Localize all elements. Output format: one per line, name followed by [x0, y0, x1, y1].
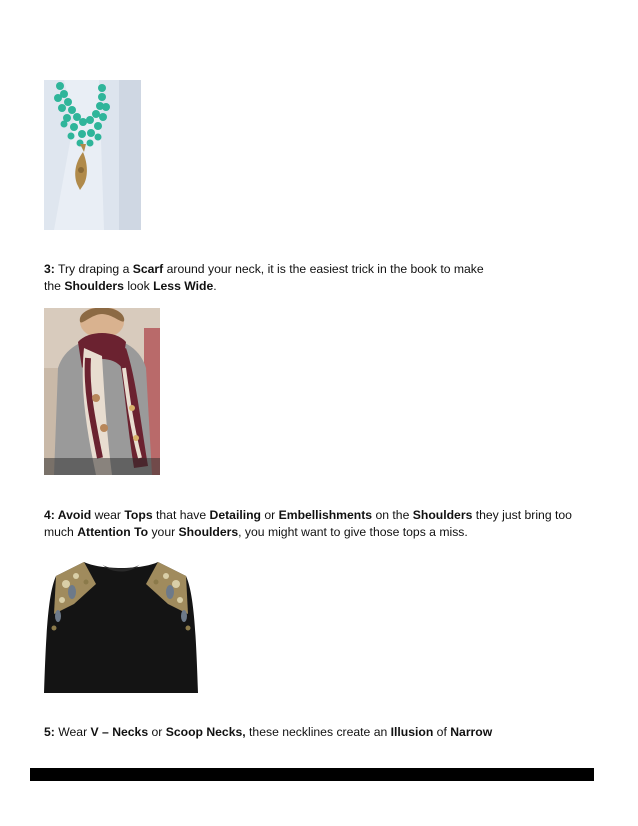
footer-bar	[30, 768, 594, 781]
tip-5-number: 5:	[44, 725, 55, 739]
scarf-keyword: Scarf	[132, 262, 164, 276]
embellished-shoulder-sweater-photo-icon	[44, 554, 198, 693]
scarf-photo	[44, 308, 160, 475]
tip-3-text: 3: Try draping a Scarf around your neck, it is the easiest trick in the book to make the Shoulders look Less Wide.	[44, 262, 484, 293]
tip-4-text: 4: Avoid wear Tops that have Detailing or Embellishments on the Shoulders they just bring too much Attention To your Shoulders, you might want to give those tops a miss.	[44, 508, 572, 539]
tip-5-text: 5: Wear V – Necks or Scoop Necks, these necklines create an Illusion of Narrow	[44, 725, 493, 739]
turquoise-necklace-photo-icon	[44, 80, 141, 230]
tip-3-number: 3:	[44, 262, 55, 276]
tip-4-number: 4:	[44, 508, 55, 522]
paisley-scarf-photo-icon	[44, 308, 160, 475]
necklace-photo	[44, 80, 141, 230]
sweater-photo	[44, 554, 198, 693]
